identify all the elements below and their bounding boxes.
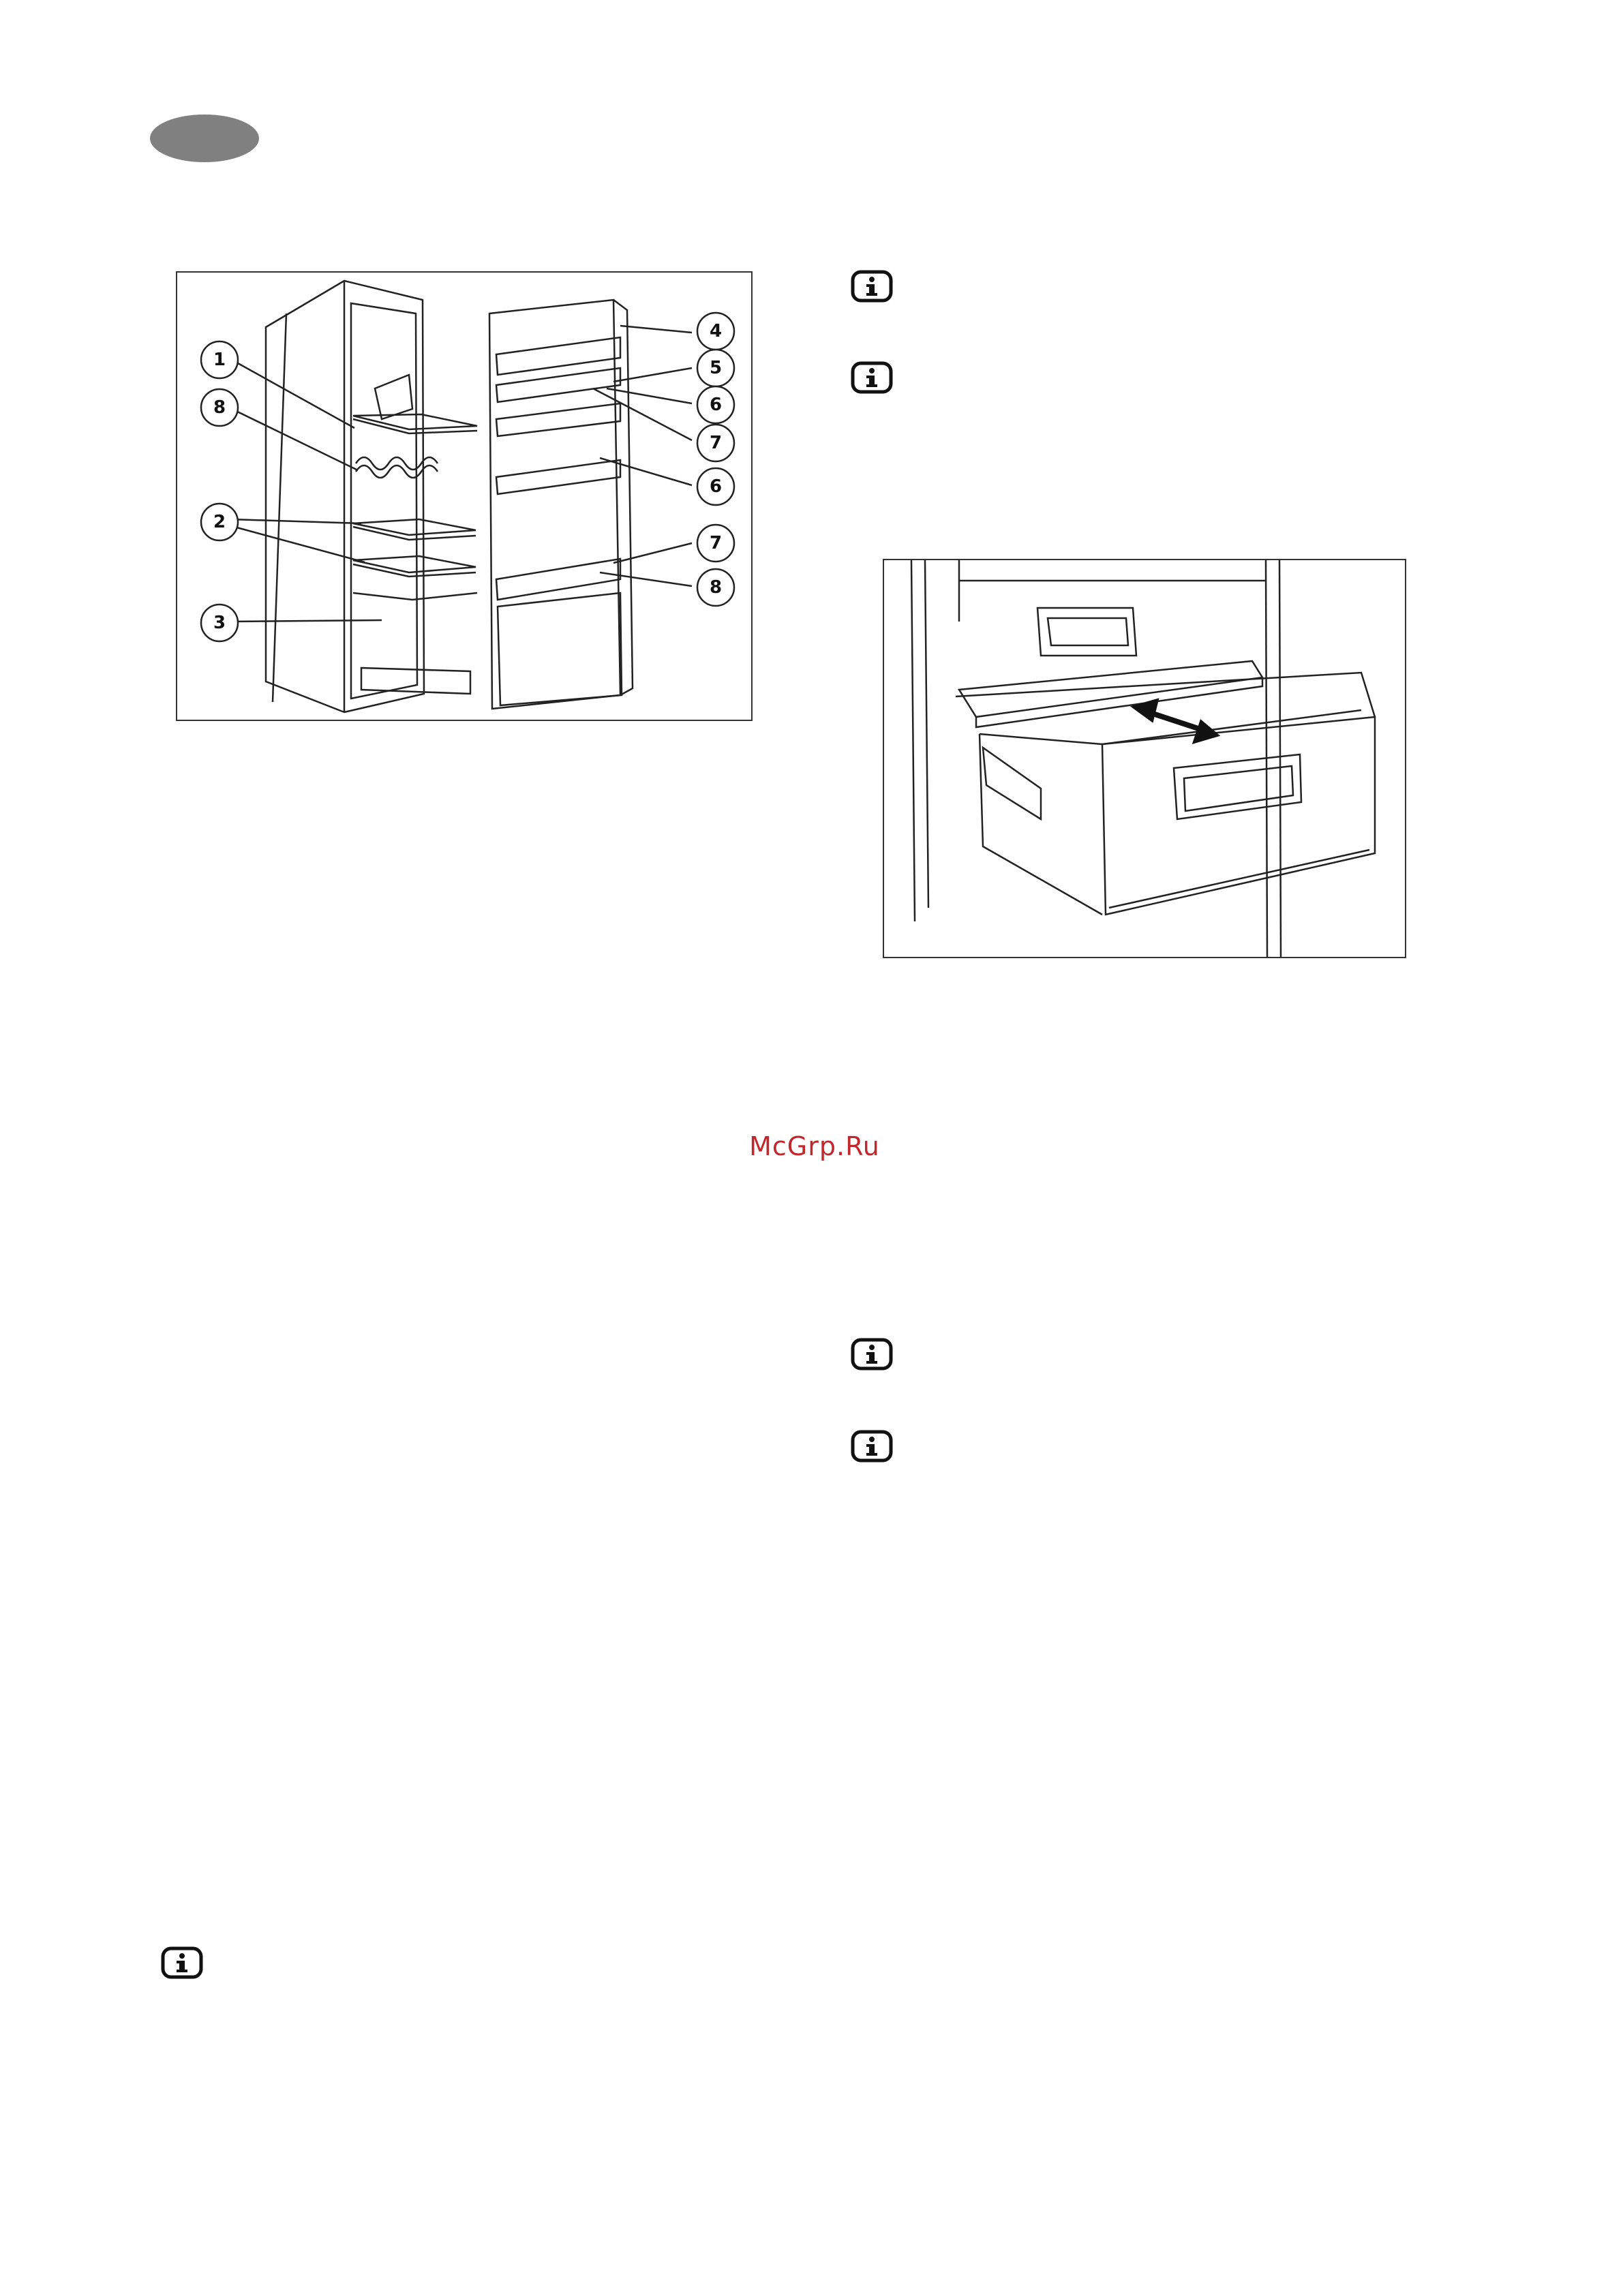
callout-label-6a: 6 <box>709 395 723 415</box>
inner-liner <box>351 303 417 699</box>
leader-8-left <box>232 409 358 470</box>
leader-6b <box>600 458 692 485</box>
info-icon <box>161 1946 203 1979</box>
shelf-lower <box>353 556 476 572</box>
drawer-side <box>980 734 1102 915</box>
callout-label-7b: 7 <box>709 533 723 553</box>
callout-label-2: 2 <box>213 512 226 532</box>
door-bin-1 <box>496 337 620 375</box>
info-icon <box>851 270 893 303</box>
fridge-drawing <box>177 273 751 720</box>
drawer-drawing <box>884 560 1405 957</box>
door-lower-panel <box>498 593 622 705</box>
leader-7a <box>593 388 692 440</box>
drawer-side-handle <box>983 748 1041 819</box>
door-bin-5 <box>496 559 620 600</box>
drawer-front <box>1102 717 1375 915</box>
crisper-cover <box>353 593 477 600</box>
info-icon <box>851 361 893 394</box>
callout-label-6b: 6 <box>709 476 723 497</box>
upper-drawer-handle <box>1037 608 1136 656</box>
callout-label-7a: 7 <box>709 433 723 453</box>
callout-label-4: 4 <box>709 321 723 341</box>
leader-7b <box>613 543 692 563</box>
shelf-middle <box>353 519 476 535</box>
watermark: McGrp.Ru <box>749 1131 880 1161</box>
leader-5 <box>613 368 692 382</box>
shelf-top <box>353 414 477 429</box>
left-wall <box>911 560 915 921</box>
callout-label-1: 1 <box>213 350 226 370</box>
info-icon <box>851 1338 893 1371</box>
fridge-interior-figure <box>176 271 753 721</box>
callout-label-5: 5 <box>709 358 723 378</box>
door-bin-3 <box>496 403 620 436</box>
leader-8-right <box>600 572 692 586</box>
page-language-tab <box>150 114 259 162</box>
crisper-drawer-figure <box>883 559 1406 958</box>
info-icon <box>851 1430 893 1463</box>
crisper-drawer <box>361 668 470 694</box>
leader-2a <box>232 519 361 523</box>
callout-label-3: 3 <box>213 613 226 633</box>
cabinet-side-edge <box>273 313 286 702</box>
leader-6a <box>607 388 692 403</box>
leader-4 <box>620 326 692 333</box>
callout-label-8-right: 8 <box>709 577 723 598</box>
callout-label-8-left: 8 <box>213 397 226 418</box>
leader-3 <box>232 620 382 622</box>
light-box <box>375 375 412 419</box>
door-bin-4 <box>496 460 620 494</box>
